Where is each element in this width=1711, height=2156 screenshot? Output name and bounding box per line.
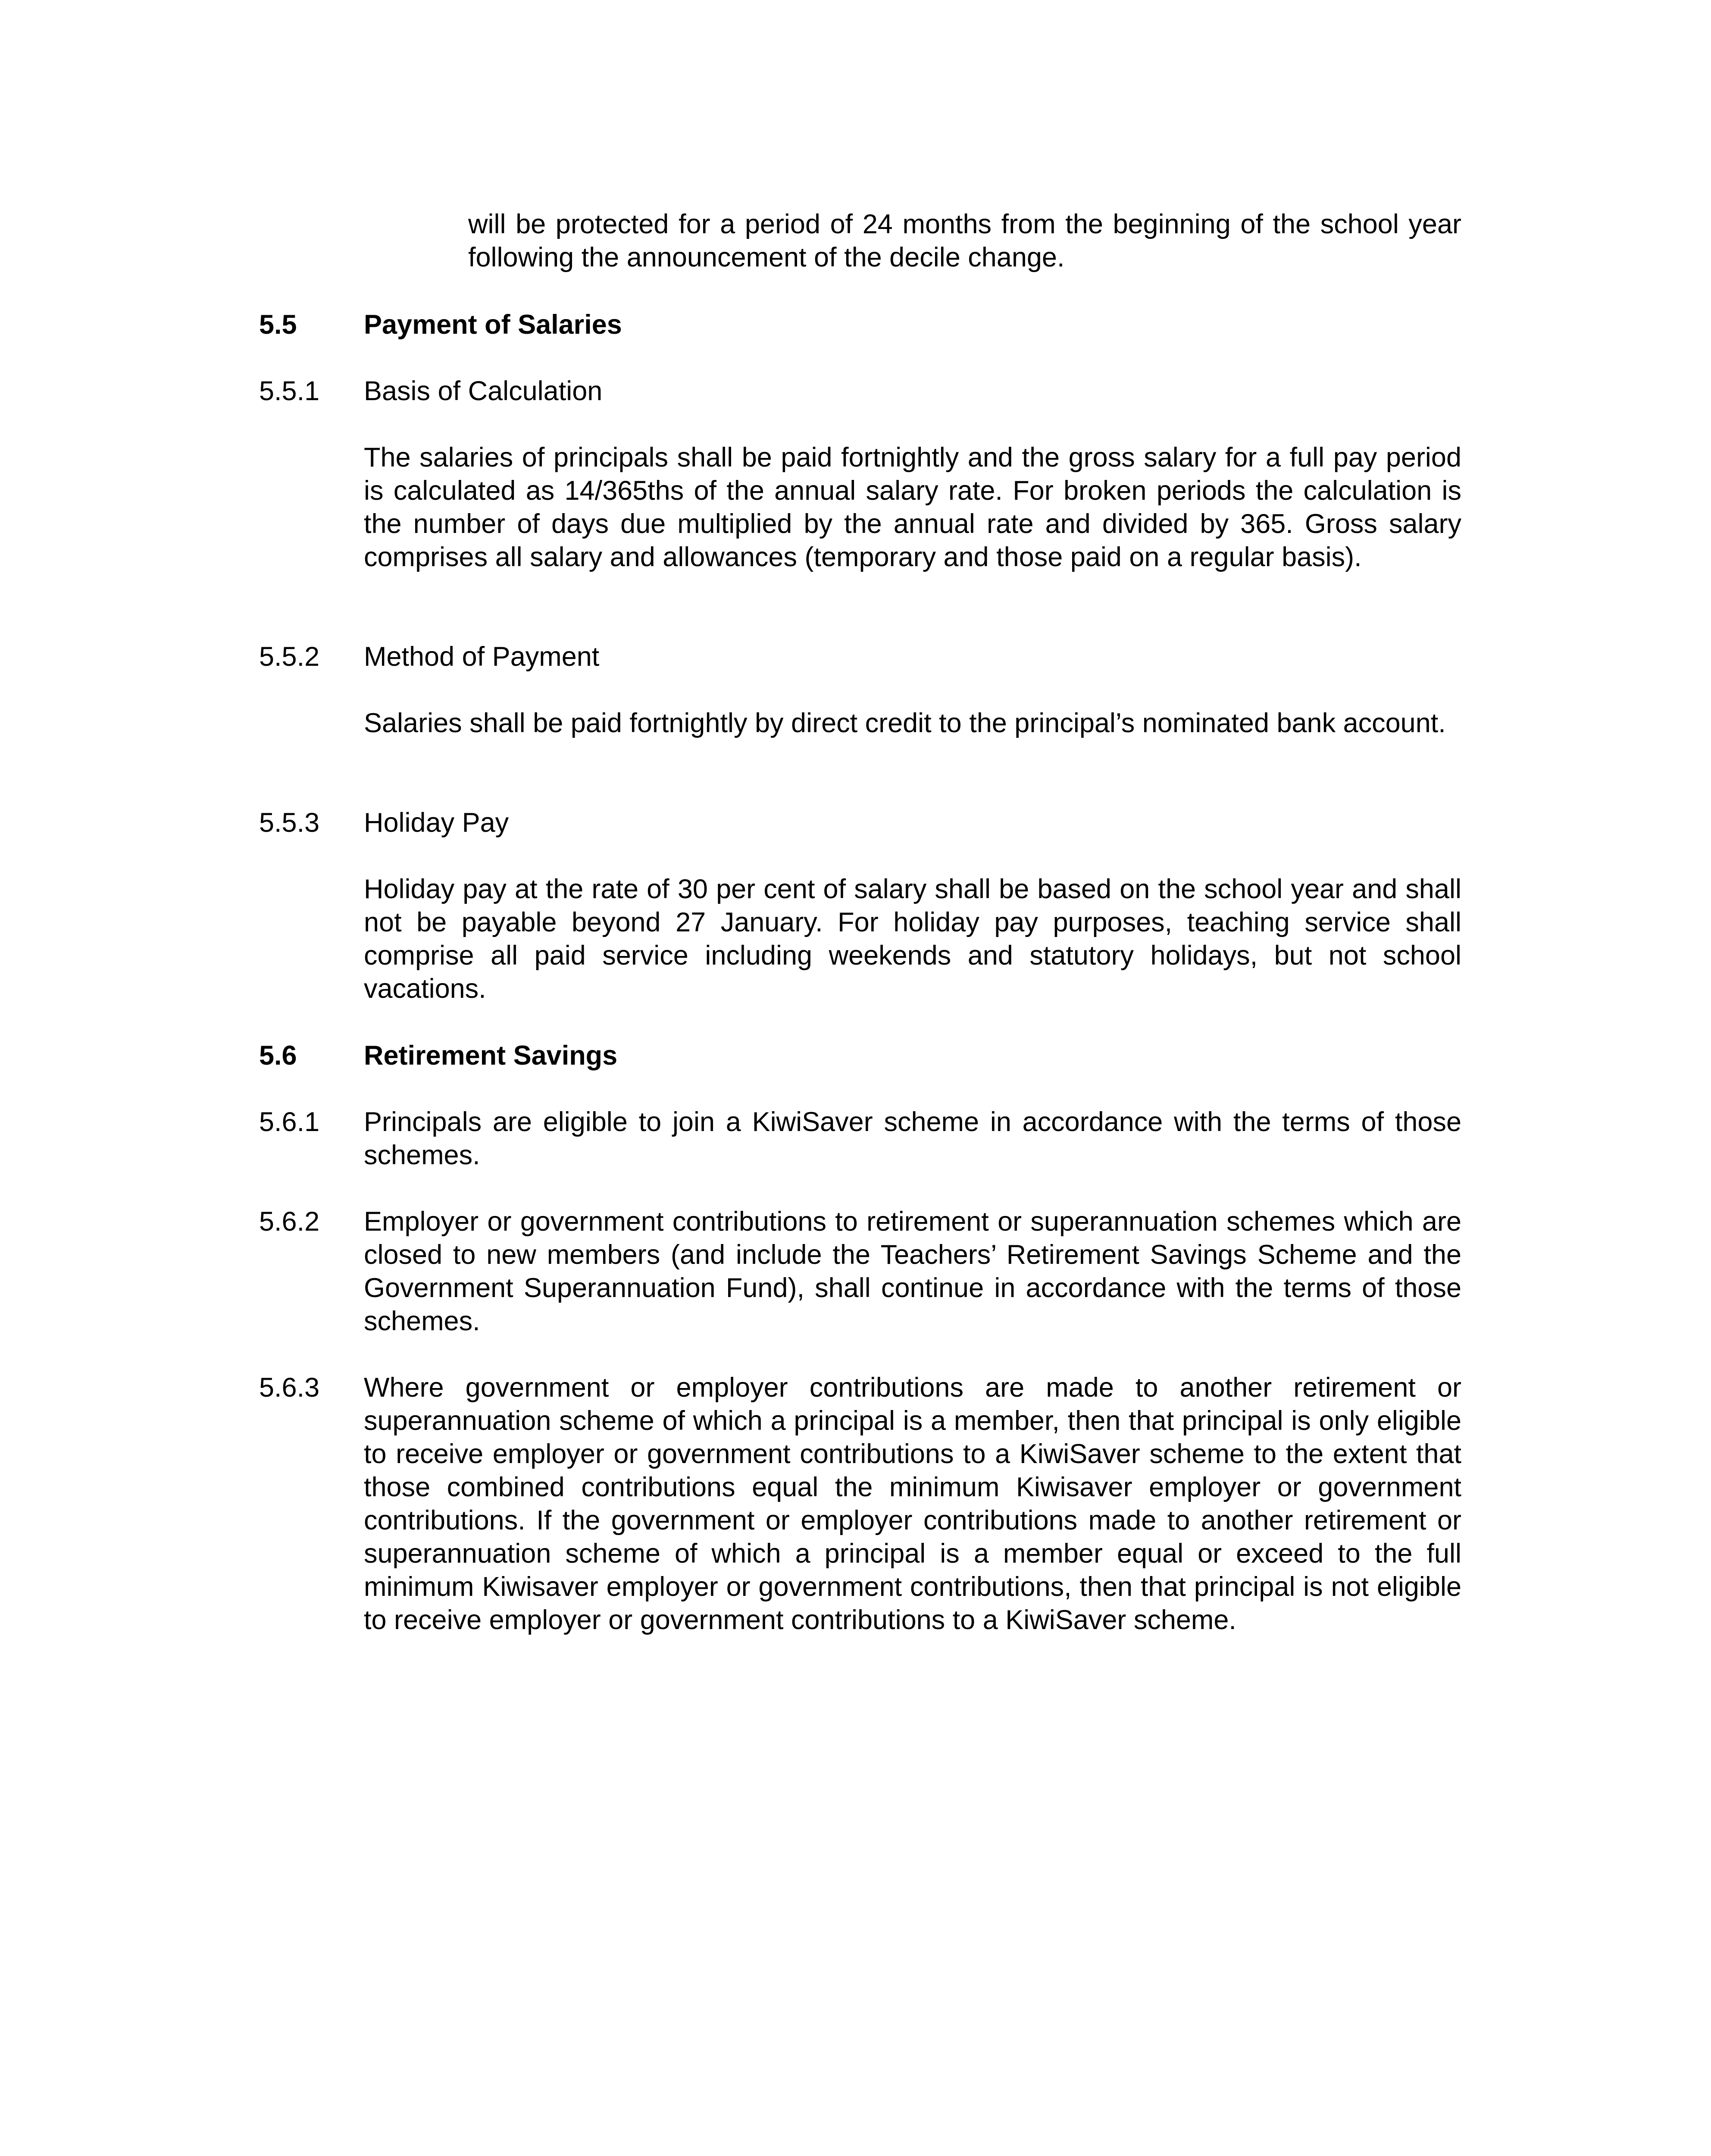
section-5-6-1-text: Principals are eligible to join a KiwiSaver scheme in accordance with the terms of those schemes. [364, 1107, 1461, 1170]
section-5-5-2-number: 5.5.2 [259, 642, 320, 672]
section-5-5-title: Payment of Salaries [364, 310, 622, 340]
section-5-6-3-number: 5.6.3 [259, 1373, 320, 1403]
section-5-6-title: Retirement Savings [364, 1040, 618, 1071]
section-5-5-2-title: Method of Payment [364, 642, 600, 672]
section-5-6-2-text: Employer or government contributions to retirement or superannuation schemes which are closed to new members (and include the Teachers’ Retirement Savings Scheme and the Government Superannuation Fund), shall continue in accordance with the terms of those schemes. [364, 1206, 1461, 1336]
section-5-5-1-title: Basis of Calculation [364, 376, 603, 406]
section-5-5-1-number: 5.5.1 [259, 376, 320, 406]
section-5-5-3-title: Holiday Pay [364, 808, 509, 838]
section-5-5-3-text: Holiday pay at the rate of 30 per cent of salary shall be based on the school year and shall not be payable beyond 27 January. For holiday pay purposes, teaching service shall comprise all paid service including weekends and statutory holidays, but not school vacations. [364, 874, 1461, 1004]
section-5-6-3-text: Where government or employer contributions are made to another retirement or superannuation scheme of which a principal is a member, then that principal is only eligible to receive employer or government contributions to a KiwiSaver scheme to the extent that those combined contributions equal the minimum Kiwisaver employer or government contributions. If the government or employer contributions made to another retirement or superannuation scheme of which a principal is a member equal or exceed to the full minimum Kiwisaver employer or government contributions, then that principal is not eligible to receive employer or government contributions to a KiwiSaver scheme. [364, 1373, 1461, 1635]
section-5-5-number: 5.5 [259, 310, 297, 340]
section-5-5-3-number: 5.5.3 [259, 808, 320, 838]
section-5-6-number: 5.6 [259, 1040, 297, 1071]
section-5-5-2-text: Salaries shall be paid fortnightly by direct credit to the principal’s nominated bank account. [364, 708, 1446, 738]
section-5-6-1-number: 5.6.1 [259, 1107, 320, 1137]
section-5-5-1-text: The salaries of principals shall be paid fortnightly and the gross salary for a full pay period is calculated as 14/365ths of the annual salary rate. For broken periods the calculation is the number of days due multiplied by the annual rate and divided by 365. Gross salary comprises all salary and allowances (temporary and those paid on a regular basis). [364, 442, 1461, 572]
section-5-6-2-number: 5.6.2 [259, 1206, 320, 1237]
intro-paragraph: will be protected for a period of 24 months from the beginning of the school year following the announcement of the decile change. [468, 209, 1461, 273]
